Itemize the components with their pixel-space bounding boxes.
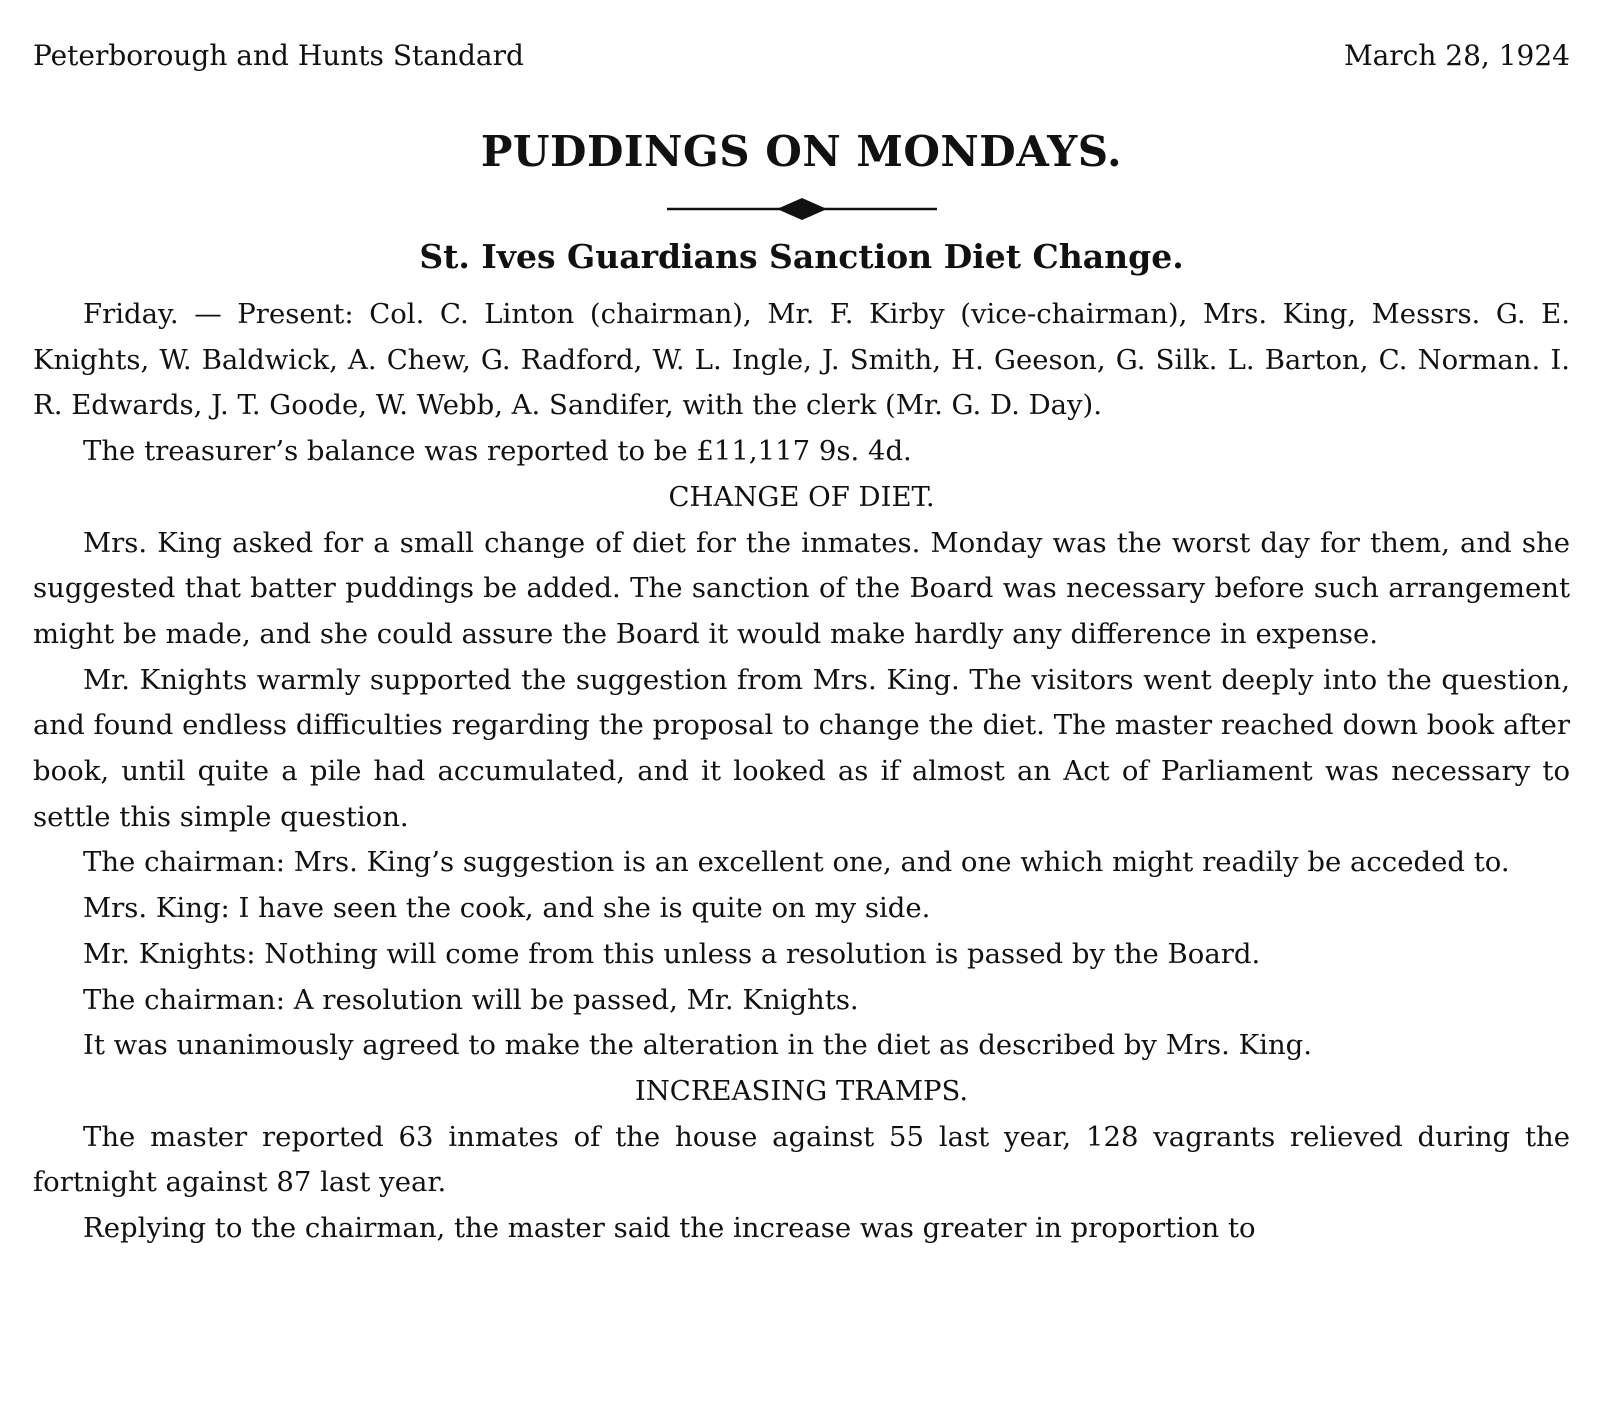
article-body	[33, 292, 1570, 1252]
section-heading: INCREASING TRAMPS.	[634, 1074, 969, 1107]
article-paragraph: Mr. Knights warmly supported the suggestion from Mrs. King. The visitors went deeply into the question, and found endless difficulties regarding the proposal to change the diet. The master reached down book after book, until quite a pile had accumulated, and it looked as if almost an Act of Parliament was necessary to settle this simple question.	[33, 663, 1570, 833]
article-paragraph: Mrs. King asked for a small change of diet for the inmates. Monday was the worst day for them, and she suggested that batter puddings be added. The sanction of the Board was necessary before such arrangement might be made, and she could assure the Board it would make hardly any difference in expense.	[33, 526, 1570, 650]
article-headline: PUDDINGS ON MONDAYS.	[480, 127, 1123, 176]
article-paragraph: It was unanimously agreed to make the alteration in the diet as described by Mrs. King.	[83, 1029, 1313, 1062]
newspaper-name: Peterborough and Hunts Standard	[33, 39, 524, 72]
section-heading: CHANGE OF DIET.	[668, 480, 935, 513]
article-paragraph: Mrs. King: I have seen the cook, and she is quite on my side.	[83, 892, 931, 925]
article-paragraph: Replying to the chairman, the master said the increase was greater in proportion to	[83, 1212, 1256, 1245]
newspaper-page	[33, 0, 1570, 1252]
divider-ornament-icon	[667, 196, 937, 222]
article-paragraph: Friday. — Present: Col. C. Linton (chairman), Mr. F. Kirby (vice-chairman), Mrs. King, Messrs. G. E. Knights, W. Baldwick, A. Chew, G. Radford, W. L. Ingle, J. Smith, H. Geeson, G. Silk. L. Barton, C. Norman. I. R. Edwards, J. T. Goode, W. Webb, A. Sandifer, with the clerk (Mr. G. D. Day).	[33, 298, 1570, 422]
article-paragraph: Mr. Knights: Nothing will come from this unless a resolution is passed by the Board.	[83, 937, 1261, 970]
article-paragraph: The treasurer’s balance was reported to be £11,117 9s. 4d.	[83, 435, 912, 468]
article-paragraph: The chairman: A resolution will be passed, Mr. Knights.	[83, 983, 859, 1016]
masthead	[33, 0, 1570, 100]
article-subheadline: St. Ives Guardians Sanction Diet Change.	[419, 237, 1184, 276]
article-paragraph: The chairman: Mrs. King’s suggestion is an excellent one, and one which might readily be acceded to.	[83, 846, 1510, 879]
article-paragraph: The master reported 63 inmates of the house against 55 last year, 128 vagrants relieved during the fortnight against 87 last year.	[33, 1120, 1570, 1199]
publication-date: March 28, 1924	[1343, 39, 1570, 72]
